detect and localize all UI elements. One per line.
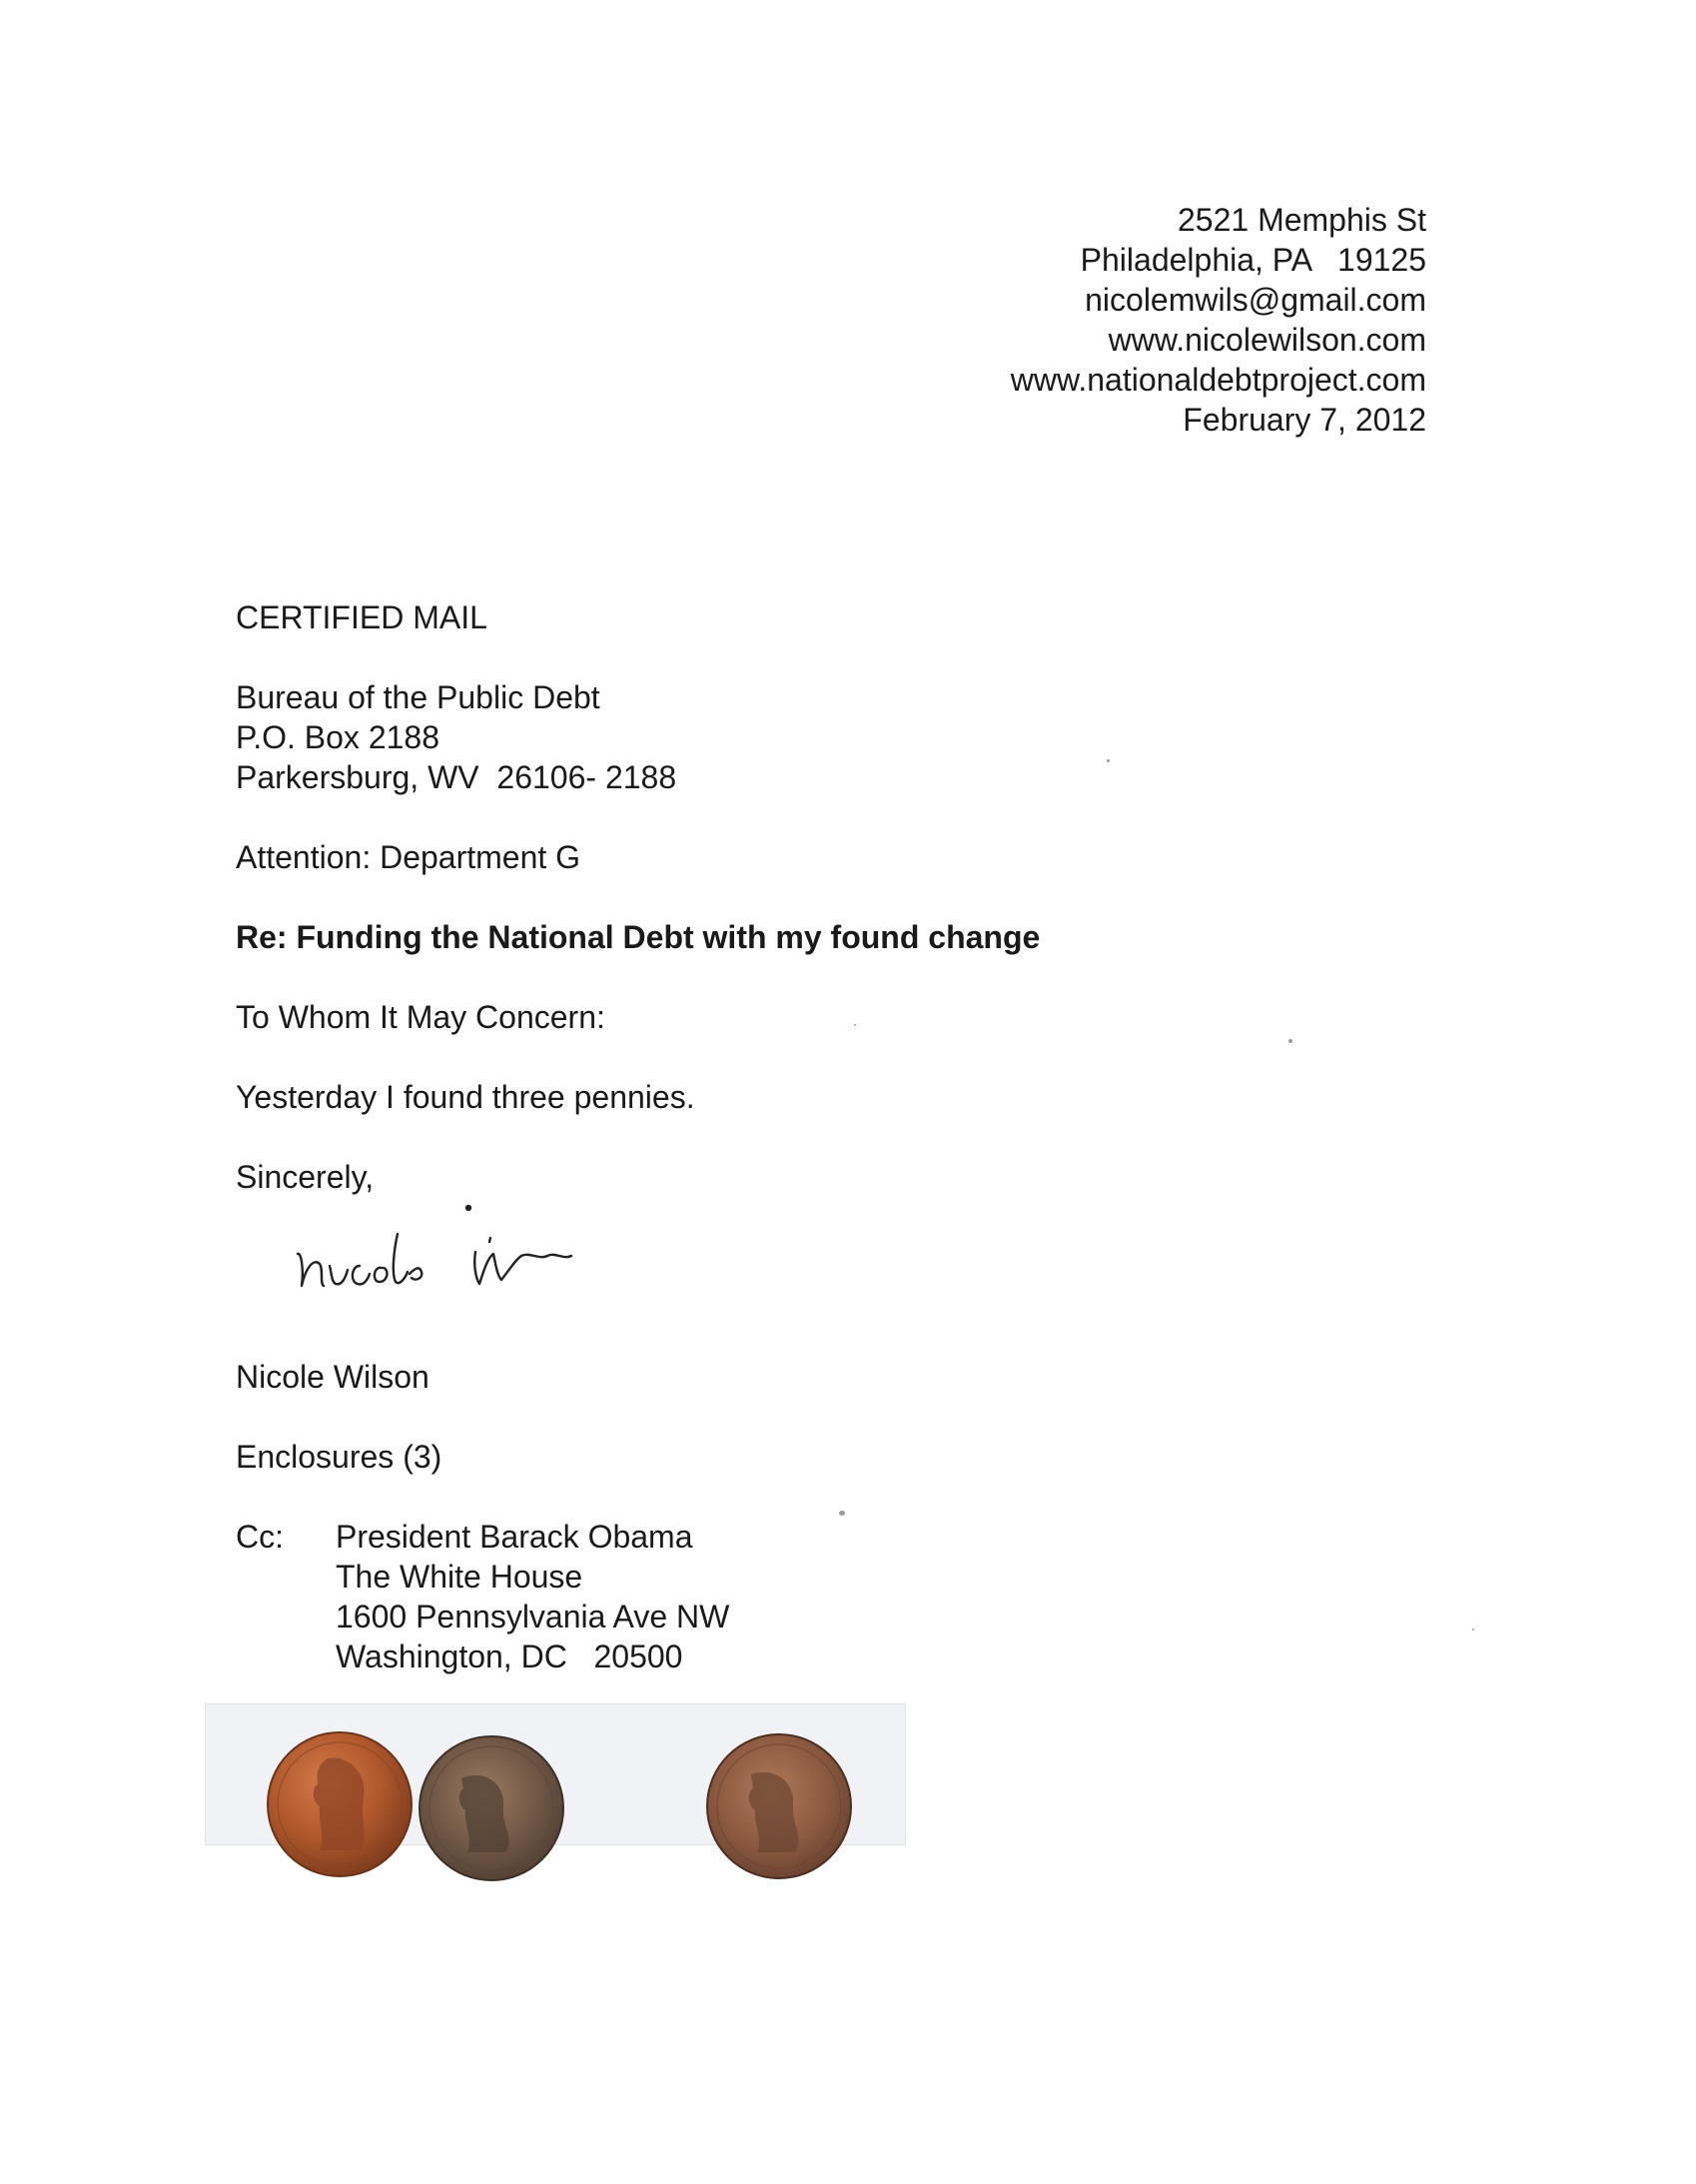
cc-line: Washington, DC 20500: [336, 1638, 683, 1674]
cc-line: President Barack Obama: [336, 1519, 693, 1555]
cc-label: Cc:: [236, 1519, 284, 1555]
letter-date: February 7, 2012: [1183, 402, 1426, 438]
subject-line: Re: Funding the National Debt with my found change: [236, 919, 1041, 955]
handwritten-signature: [290, 1194, 689, 1304]
enclosures-note: Enclosures (3): [236, 1439, 442, 1475]
scan-speck: [1288, 1039, 1292, 1043]
penny-icon: [420, 1736, 563, 1880]
sender-email: nicolemwils@gmail.com: [1085, 282, 1426, 318]
scan-speck: [854, 1024, 856, 1026]
sender-address-block: [1011, 200, 1426, 440]
salutation: To Whom It May Concern:: [236, 999, 605, 1035]
attention-line: Attention: Department G: [236, 839, 581, 875]
scan-speck: [839, 1511, 845, 1516]
sender-street: 2521 Memphis St: [1177, 202, 1426, 238]
cc-address-block: [336, 1517, 729, 1676]
recipient-po-box: P.O. Box 2188: [236, 719, 439, 755]
cc-line: 1600 Pennsylvania Ave NW: [336, 1599, 730, 1635]
enclosed-pennies: [200, 1688, 919, 1908]
closing: Sincerely,: [236, 1159, 375, 1195]
sender-city-state-zip: Philadelphia, PA 19125: [1080, 242, 1426, 278]
scan-speck: [1472, 1629, 1474, 1631]
cc-line: The White House: [336, 1559, 583, 1595]
signer-name: Nicole Wilson: [236, 1359, 429, 1395]
penny-icon: [268, 1732, 412, 1876]
sender-project-website: www.nationaldebtproject.com: [1010, 362, 1426, 398]
recipient-city-state-zip: Parkersburg, WV 26106- 2188: [236, 759, 677, 795]
delivery-method: CERTIFIED MAIL: [236, 599, 487, 635]
sender-website: www.nicolewilson.com: [1108, 322, 1426, 358]
recipient-name: Bureau of the Public Debt: [236, 679, 600, 715]
scan-speck: [1107, 759, 1110, 762]
letter-body: Yesterday I found three pennies.: [236, 1079, 695, 1115]
penny-icon: [707, 1734, 851, 1878]
